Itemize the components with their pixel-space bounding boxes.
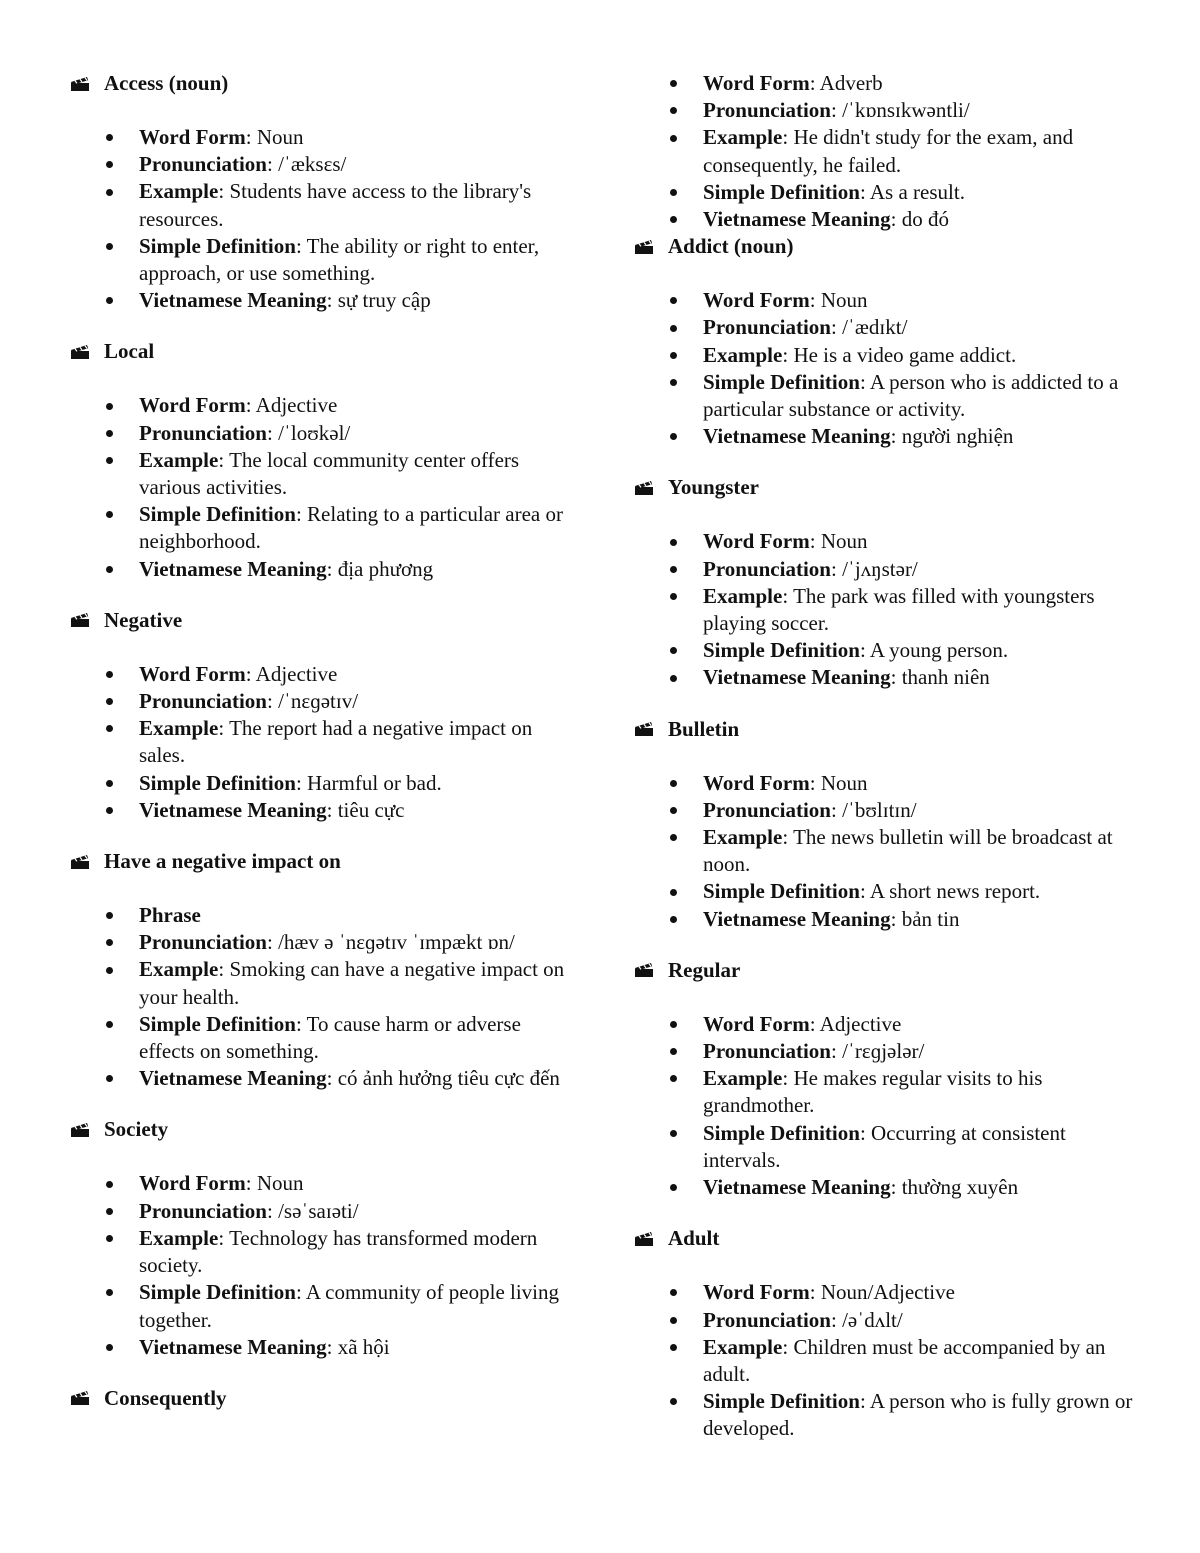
field-definition: Simple Definition: Occurring at consistent intervals. [668, 1120, 1134, 1174]
field-example: Example: He is a video game addict. [668, 342, 1134, 369]
vocab-entry-have-a-negative-impact-on [70, 848, 570, 1092]
entry-heading [634, 1225, 1134, 1252]
clapperboard-icon [634, 480, 654, 496]
field-example: Example: The news bulletin will be broadcast at noon. [668, 824, 1134, 878]
entry-heading [70, 338, 570, 365]
field-vietnamese: Vietnamese Meaning: thanh niên [668, 664, 1134, 691]
field-pronunciation: Pronunciation: /ˈkɒnsɪkwəntli/ [668, 97, 1134, 124]
vocab-entry-youngster [634, 474, 1134, 691]
vocab-entry-negative [70, 607, 570, 824]
field-word-form: Word Form: Noun [668, 528, 1134, 555]
clapperboard-icon [70, 1390, 90, 1406]
entry-title: Consequently [104, 1385, 227, 1410]
entry-heading [70, 1385, 570, 1412]
field-word-form: Word Form: Noun [668, 287, 1134, 314]
vocab-entry-access [70, 70, 570, 314]
entry-fields [634, 1279, 1134, 1442]
field-vietnamese: Vietnamese Meaning: có ảnh hưởng tiêu cực đến [104, 1065, 570, 1092]
clapperboard-icon [634, 239, 654, 255]
field-example: Example: The park was filled with youngsters playing soccer. [668, 583, 1134, 637]
entry-title: Youngster [668, 475, 760, 500]
vocab-entry-local [70, 338, 570, 582]
entry-heading [70, 1116, 570, 1143]
clapperboard-icon [634, 1231, 654, 1247]
entry-heading [634, 716, 1134, 743]
field-word-form: Word Form: Adverb [668, 70, 1134, 97]
field-example: Example: He makes regular visits to his grandmother. [668, 1065, 1134, 1119]
field-vietnamese: Vietnamese Meaning: người nghiện [668, 423, 1134, 450]
field-definition: Simple Definition: A person who is addicted to a particular substance or activity. [668, 369, 1134, 423]
field-definition: Simple Definition: Relating to a particular area or neighborhood. [104, 501, 570, 555]
entry-fields [634, 528, 1134, 691]
entry-fields [634, 1011, 1134, 1201]
field-vietnamese: Vietnamese Meaning: thường xuyên [668, 1174, 1134, 1201]
field-example: Example: Students have access to the library's resources. [104, 178, 570, 232]
field-vietnamese: Vietnamese Meaning: sự truy cập [104, 287, 570, 314]
field-example: Example: The local community center offers various activities. [104, 447, 570, 501]
clapperboard-icon [634, 962, 654, 978]
entry-title: Access (noun) [104, 70, 229, 95]
field-definition: Simple Definition: The ability or right to enter, approach, or use something. [104, 233, 570, 287]
field-pronunciation: Pronunciation: /ˈloʊkəl/ [104, 420, 570, 447]
field-definition: Simple Definition: A community of people living together. [104, 1279, 570, 1333]
entry-heading [70, 70, 570, 97]
field-pronunciation: Pronunciation: /ˈædɪkt/ [668, 314, 1134, 341]
entry-fields [70, 661, 570, 824]
field-word-form: Word Form: Noun [104, 1170, 570, 1197]
field-pronunciation: Pronunciation: /ˈnɛɡətɪv/ [104, 688, 570, 715]
entry-fields [634, 287, 1134, 450]
vocab-entry-society [70, 1116, 570, 1360]
entry-heading [634, 957, 1134, 984]
entry-heading [634, 474, 1134, 501]
clapperboard-icon [70, 612, 90, 628]
entry-title: Regular [668, 957, 741, 982]
field-example: Example: He didn't study for the exam, and consequently, he failed. [668, 124, 1134, 178]
clapperboard-icon [634, 721, 654, 737]
field-vietnamese: Vietnamese Meaning: xã hội [104, 1334, 570, 1361]
field-vietnamese: Vietnamese Meaning: địa phương [104, 556, 570, 583]
entry-fields [634, 770, 1134, 933]
entry-title: Bulletin [668, 716, 740, 741]
entry-fields [70, 902, 570, 1092]
clapperboard-icon [70, 344, 90, 360]
entry-fields [70, 1170, 570, 1360]
entry-title: Local [104, 339, 155, 364]
field-definition: Simple Definition: Harmful or bad. [104, 770, 570, 797]
field-word-form: Word Form: Noun/Adjective [668, 1279, 1134, 1306]
field-definition: Simple Definition: As a result. [668, 179, 1134, 206]
field-pronunciation: Pronunciation: /ˈæksɛs/ [104, 151, 570, 178]
field-vietnamese: Vietnamese Meaning: do đó [668, 206, 1134, 233]
field-vietnamese: Vietnamese Meaning: tiêu cực [104, 797, 570, 824]
entry-fields [70, 124, 570, 314]
field-example: Example: Children must be accompanied by an adult. [668, 1334, 1134, 1388]
field-definition: Simple Definition: A person who is fully grown or developed. [668, 1388, 1134, 1442]
entry-heading [634, 233, 1134, 260]
clapperboard-icon [70, 76, 90, 92]
entry-title: Society [104, 1117, 169, 1142]
field-example: Example: The report had a negative impact on sales. [104, 715, 570, 769]
field-vietnamese: Vietnamese Meaning: bản tin [668, 906, 1134, 933]
field-definition: Simple Definition: To cause harm or adverse effects on something. [104, 1011, 570, 1065]
entry-title: Adult [668, 1226, 720, 1251]
field-pronunciation: Pronunciation: /ˈbʊlɪtɪn/ [668, 797, 1134, 824]
field-pronunciation: Pronunciation: /hæv ə ˈnɛɡətɪv ˈɪmpækt ɒn/ [104, 929, 570, 956]
vocab-entry-adult [634, 1225, 1134, 1442]
vocab-entry-regular [634, 957, 1134, 1201]
field-definition: Simple Definition: A young person. [668, 637, 1134, 664]
field-word-form: Word Form: Adjective [104, 661, 570, 688]
field-pronunciation: Pronunciation: /ˈjʌŋstər/ [668, 556, 1134, 583]
entry-fields-consequently [634, 70, 1134, 233]
entry-title: Negative [104, 607, 183, 632]
left-column [70, 70, 570, 1439]
field-word-form: Word Form: Noun [104, 124, 570, 151]
entry-fields [70, 392, 570, 582]
vocab-entry-addict [634, 233, 1134, 450]
field-definition: Simple Definition: A short news report. [668, 878, 1134, 905]
field-example: Example: Technology has transformed modern society. [104, 1225, 570, 1279]
right-column [634, 70, 1134, 1467]
entry-title: Have a negative impact on [104, 848, 341, 873]
field-word-form: Phrase [104, 902, 570, 929]
clapperboard-icon [70, 1122, 90, 1138]
clapperboard-icon [70, 854, 90, 870]
entry-heading [70, 848, 570, 875]
vocab-entry-consequently-heading [70, 1385, 570, 1412]
field-word-form: Word Form: Adjective [104, 392, 570, 419]
field-pronunciation: Pronunciation: /səˈsaɪəti/ [104, 1198, 570, 1225]
field-pronunciation: Pronunciation: /əˈdʌlt/ [668, 1307, 1134, 1334]
field-word-form: Word Form: Noun [668, 770, 1134, 797]
entry-title: Addict (noun) [668, 234, 794, 259]
entry-heading [70, 607, 570, 634]
field-example: Example: Smoking can have a negative impact on your health. [104, 956, 570, 1010]
vocab-entry-bulletin [634, 716, 1134, 933]
field-pronunciation: Pronunciation: /ˈrɛɡjələr/ [668, 1038, 1134, 1065]
field-word-form: Word Form: Adjective [668, 1011, 1134, 1038]
